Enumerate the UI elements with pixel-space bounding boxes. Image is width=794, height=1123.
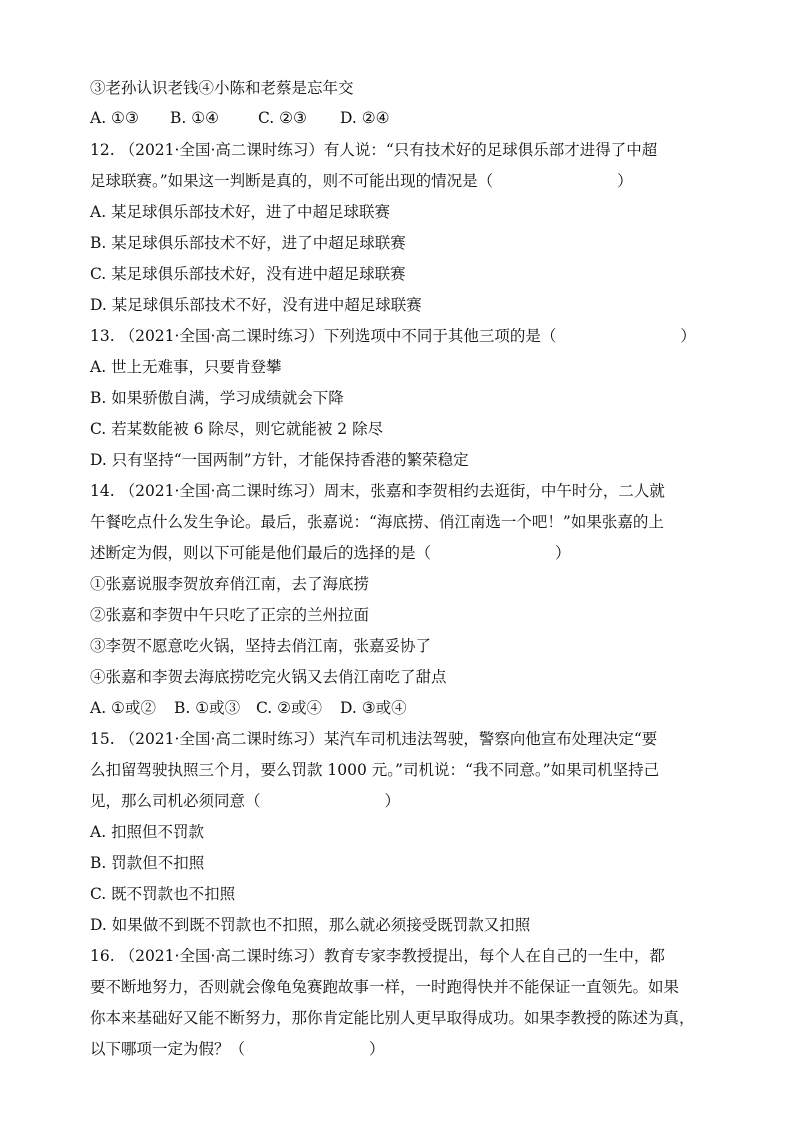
q12-option-b: B. 某足球俱乐部技术不好，进了中超足球联赛 [90,234,406,252]
q13-option-b: B. 如果骄傲自满，学习成绩就会下降 [90,389,344,407]
q11-options [90,108,710,128]
q11-option-b: B. ①④ [170,109,220,127]
q14-options [90,698,710,718]
q13-option-a: A. 世上无难事，只要肯登攀 [90,358,282,376]
q12-stem-line-1: 12. （2021·全国·高二课时练习）有人说：“只有技术好的足球俱乐部才进得了中超 [90,141,658,159]
q15-option-d: D. 如果做不到既不罚款也不扣照，那么就必须接受既罚款又扣照 [90,916,531,934]
q12-option-a: A. 某足球俱乐部技术好，进了中超足球联赛 [90,203,391,221]
q11-option-c: C. ②③ [258,109,307,127]
q14-option-d: D. ③或④ [340,699,407,717]
q12-option-c: C. 某足球俱乐部技术好，没有进中超足球联赛 [90,265,406,283]
q16-stem-line-1: 16. （2021·全国·高二课时练习）教育专家李教授提出，每个人在自己的一生中，都 [90,947,665,965]
q16-stem-line-3: 你本来基础好又能不断努力，那你肯定能比别人更早取得成功。如果李教授的陈述为真， [90,1009,695,1027]
q13-option-d: D. 只有坚持“一国两制”方针，才能保持香港的繁荣稳定 [90,451,469,469]
q14-item-3: ③李贺不愿意吃火锅，坚持去俏江南，张嘉妥协了 [90,637,432,655]
q15-stem-line-3: 见，那么司机必须同意（ ） [90,792,401,810]
q14-item-1: ①张嘉说服李贺放弃俏江南，去了海底捞 [90,575,370,593]
q14-stem-line-1: 14. （2021·全国·高二课时练习）周末，张嘉和李贺相约去逛街，中午时分，二人就 [90,482,665,500]
q14-item-4: ④张嘉和李贺去海底捞吃完火锅又去俏江南吃了甜点 [90,668,447,686]
q11-option-d: D. ②④ [340,109,390,127]
q12-stem-line-2: 足球联赛。”如果这一判断是真的，则不可能出现的情况是（ ） [90,172,633,190]
q14-option-a: A. ①或② [90,699,156,717]
q13-stem-line-1: 13. （2021·全国·高二课时练习）下列选项中不同于其他三项的是（ ） [90,327,696,345]
q16-stem-line-4: 以下哪项一定为假？（ ） [90,1040,385,1058]
q15-stem-line-2: 么扣留驾驶执照三个月，要么罚款 1000 元。”司机说：“我不同意。”如果司机坚持己 [90,761,660,779]
q14-option-b: B. ①或③ [174,699,241,717]
q15-option-c: C. 既不罚款也不扣照 [90,885,236,903]
q16-stem-line-2: 要不断地努力，否则就会像龟兔赛跑故事一样，一时跑得快并不能保证一直领先。如果 [90,978,680,996]
q15-option-a: A. 扣照但不罚款 [90,823,205,841]
q11-option-a: A. ①③ [90,109,139,127]
q14-option-c: C. ②或④ [256,699,323,717]
q13-option-c: C. 若某数能被 6 除尽，则它就能被 2 除尽 [90,420,384,438]
q14-stem-line-2: 午餐吃点什么发生争论。最后，张嘉说：“海底捞、俏江南选一个吧！”如果张嘉的上 [90,513,664,531]
q15-stem-line-1: 15. （2021·全国·高二课时练习）某汽车司机违法驾驶，警察向他宣布处理决定“要 [90,730,658,748]
q11-tail-text: ③老孙认识老钱④小陈和老蔡是忘年交 [90,79,354,97]
q14-item-2: ②张嘉和李贺中午只吃了正宗的兰州拉面 [90,606,370,624]
q15-option-b: B. 罚款但不扣照 [90,854,205,872]
q14-stem-line-3: 述断定为假，则以下可能是他们最后的选择的是（ ） [90,544,571,562]
q12-option-d: D. 某足球俱乐部技术不好，没有进中超足球联赛 [90,296,422,314]
